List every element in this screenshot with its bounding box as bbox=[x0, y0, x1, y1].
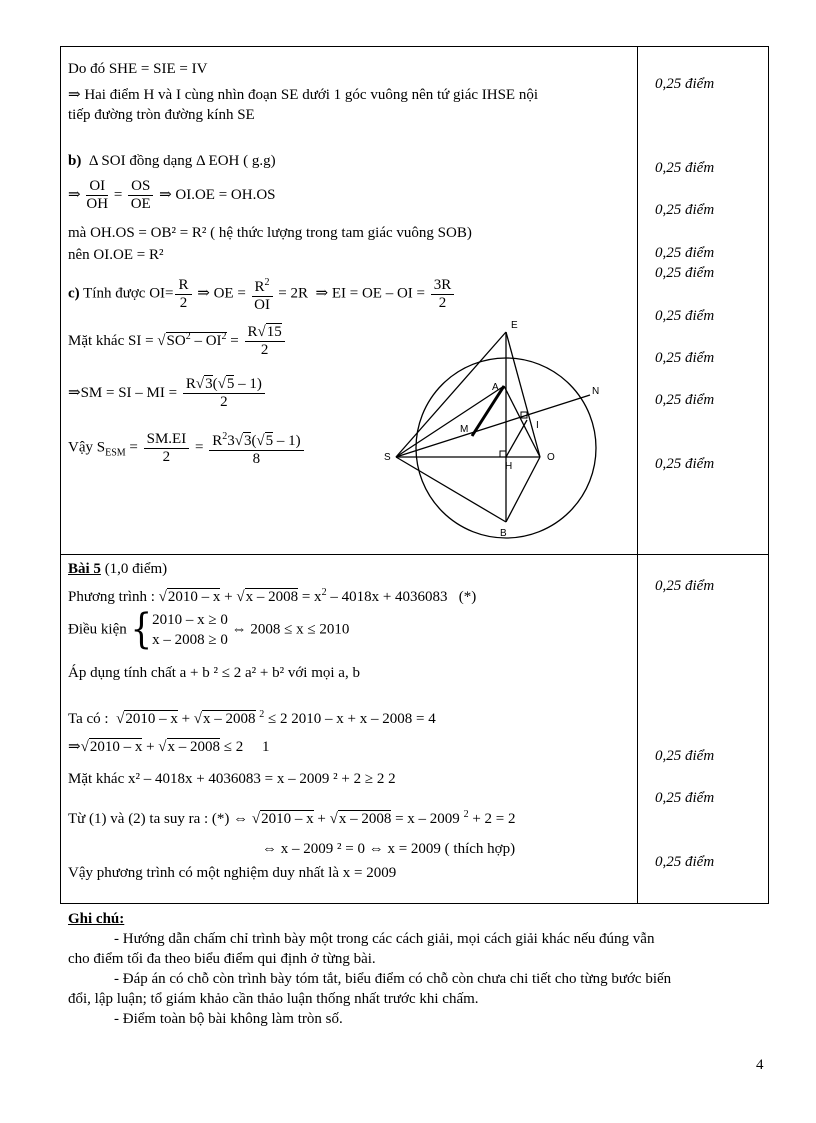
part-b-line-4: nên OI.OE = R² bbox=[68, 247, 164, 263]
points-c5: 0,25 điểm bbox=[655, 456, 715, 472]
points-b1: 0,25 điểm bbox=[655, 160, 715, 176]
points-bai5-4: 0,25 điểm bbox=[655, 854, 715, 870]
figure-label-M: M bbox=[460, 424, 469, 435]
bai5-line-6: Mặt khác x² – 4018x + 4036083 = x – 2009 ² + 2 ≥ 2 2 bbox=[68, 771, 396, 787]
points-a: 0,25 điểm bbox=[655, 76, 715, 92]
points-bai5-3: 0,25 điểm bbox=[655, 790, 715, 806]
bai5-title: Bài 5 bbox=[68, 561, 101, 577]
figure-label-S: S bbox=[384, 452, 391, 463]
column-divider bbox=[637, 47, 638, 903]
part-b-label: b) bbox=[68, 153, 82, 169]
bai5-line-4: Ta có : √2010 – x + √x – 2008 $^2$ ≤ 2 2010 – x + x – 2008 = 4 bbox=[68, 709, 436, 727]
bai5-conclusion: Vậy phương trình có một nghiệm duy nhất là x = 2009 bbox=[68, 865, 397, 881]
part-b-line-3: mà OH.OS = OB² = R² ( hệ thức lượng trong tam giác vuông SOB) bbox=[68, 225, 472, 241]
part-b-similarity: Δ SOI đồng dạng Δ EOH ( g.g) bbox=[88, 153, 276, 169]
figure-label-E: E bbox=[511, 320, 518, 331]
points-bai5-2: 0,25 điểm bbox=[655, 748, 715, 764]
points-b3: 0,25 điểm bbox=[655, 245, 715, 261]
bai5-line-5: ⇒√2010 – x + √x – 2008 ≤ 2 1 bbox=[68, 739, 270, 755]
figure-label-O: O bbox=[547, 452, 555, 463]
bai5-line-7: Từ (1) và (2) ta suy ra : (*) ⇔ √2010 – x + √x – 2008 = x – 2009 $^2$ + 2 = 2 bbox=[68, 809, 516, 827]
part-a-line-2: ⇒ Hai điểm H và I cùng nhìn đoạn SE dưới 1 góc vuông nên tứ giác IHSE nội bbox=[68, 87, 539, 103]
points-b2: 0,25 điểm bbox=[655, 202, 715, 218]
points-bai5-1: 0,25 điểm bbox=[655, 578, 715, 594]
note-p3: - Điểm toàn bộ bài không làm tròn số. bbox=[114, 1011, 343, 1027]
part-c-line-2: Mặt khác SI = $√SO^2 - OI^2$ = $\frac{R√15}{2}$ bbox=[68, 324, 287, 359]
note-p2b: đổi, lập luận; tổ giám khảo cần thảo luận thống nhất trước khi chấm. bbox=[68, 991, 479, 1007]
figure-label-H: H bbox=[505, 461, 513, 472]
figure-label-N: N bbox=[592, 386, 600, 397]
part-b-ratio-formula: ⇒ $\frac{OI}{OH}$ = $\frac{OS}{OE}$ ⇒ OI.OE = OH.OS bbox=[68, 178, 276, 212]
note-p2a: - Đáp án có chỗ còn trình bày tóm tắt, biểu điểm có chỗ còn chưa chi tiết cho từng bước biến bbox=[114, 971, 672, 987]
part-c-line-3: ⇒SM = SI – MI = $\frac{R√3(√5 - 1)}{2}$ bbox=[68, 376, 267, 411]
part-c-line-4: Vậy $S_{ESM}$ = $\frac{SM.EI}{2}$ = $\frac{R^23√3(√5 - 1)}{8}$ bbox=[68, 428, 306, 468]
part-a-line-1: Do đó SHE = SIE = IV bbox=[68, 61, 208, 77]
points-c3: 0,25 điểm bbox=[655, 350, 715, 366]
figure-label-I: I bbox=[536, 420, 539, 431]
points-c2: 0,25 điểm bbox=[655, 308, 715, 324]
part-b-line-1 bbox=[68, 152, 276, 170]
note-p1b: cho điểm tối đa theo biểu điểm qui định ở từng bài. bbox=[68, 951, 376, 967]
bai5-score: (1,0 điểm) bbox=[104, 561, 168, 577]
note-p1a: - Hướng dẫn chấm chỉ trình bày một trong các cách giải, mọi cách giải khác nếu đúng vẫn bbox=[114, 931, 655, 947]
points-c1: 0,25 điểm bbox=[655, 265, 715, 281]
geometry-figure bbox=[380, 312, 610, 542]
points-c4: 0,25 điểm bbox=[655, 392, 715, 408]
note-title: Ghi chú: bbox=[68, 911, 125, 927]
part-a-line-3: tiếp đường tròn đường kính SE bbox=[68, 107, 255, 123]
part-c-line-1: c) Tính được OI= $\frac{R}{2}$ ⇒ OE = $\frac{R^2}{OI}$ = 2R ⇒ EI = OE – OI = $\frac{3R}{2}$ bbox=[68, 274, 456, 314]
page-number: 4 bbox=[756, 1057, 764, 1073]
bai5-equation: Phương trình : $√2010 - x + √x - 2008 = x^2 - 4018x + 4036083$ (*) bbox=[68, 587, 477, 605]
bai5-heading bbox=[68, 560, 167, 578]
figure-label-A: A bbox=[492, 382, 499, 393]
bai5-property: Áp dụng tính chất a + b ² ≤ 2 a² + b² với mọi a, b bbox=[68, 665, 360, 681]
row-divider bbox=[61, 554, 768, 555]
bai5-condition: Điều kiện {2010 – x ≥ 0 x – 2008 ≥ 0 ⇔ 2008 ≤ x ≤ 2010 bbox=[68, 606, 350, 654]
bai5-line-8: ⇔ x – 2009 ² = 0 ⇔ x = 2009 ( thích hợp) bbox=[262, 841, 516, 857]
figure-label-B: B bbox=[500, 528, 507, 539]
